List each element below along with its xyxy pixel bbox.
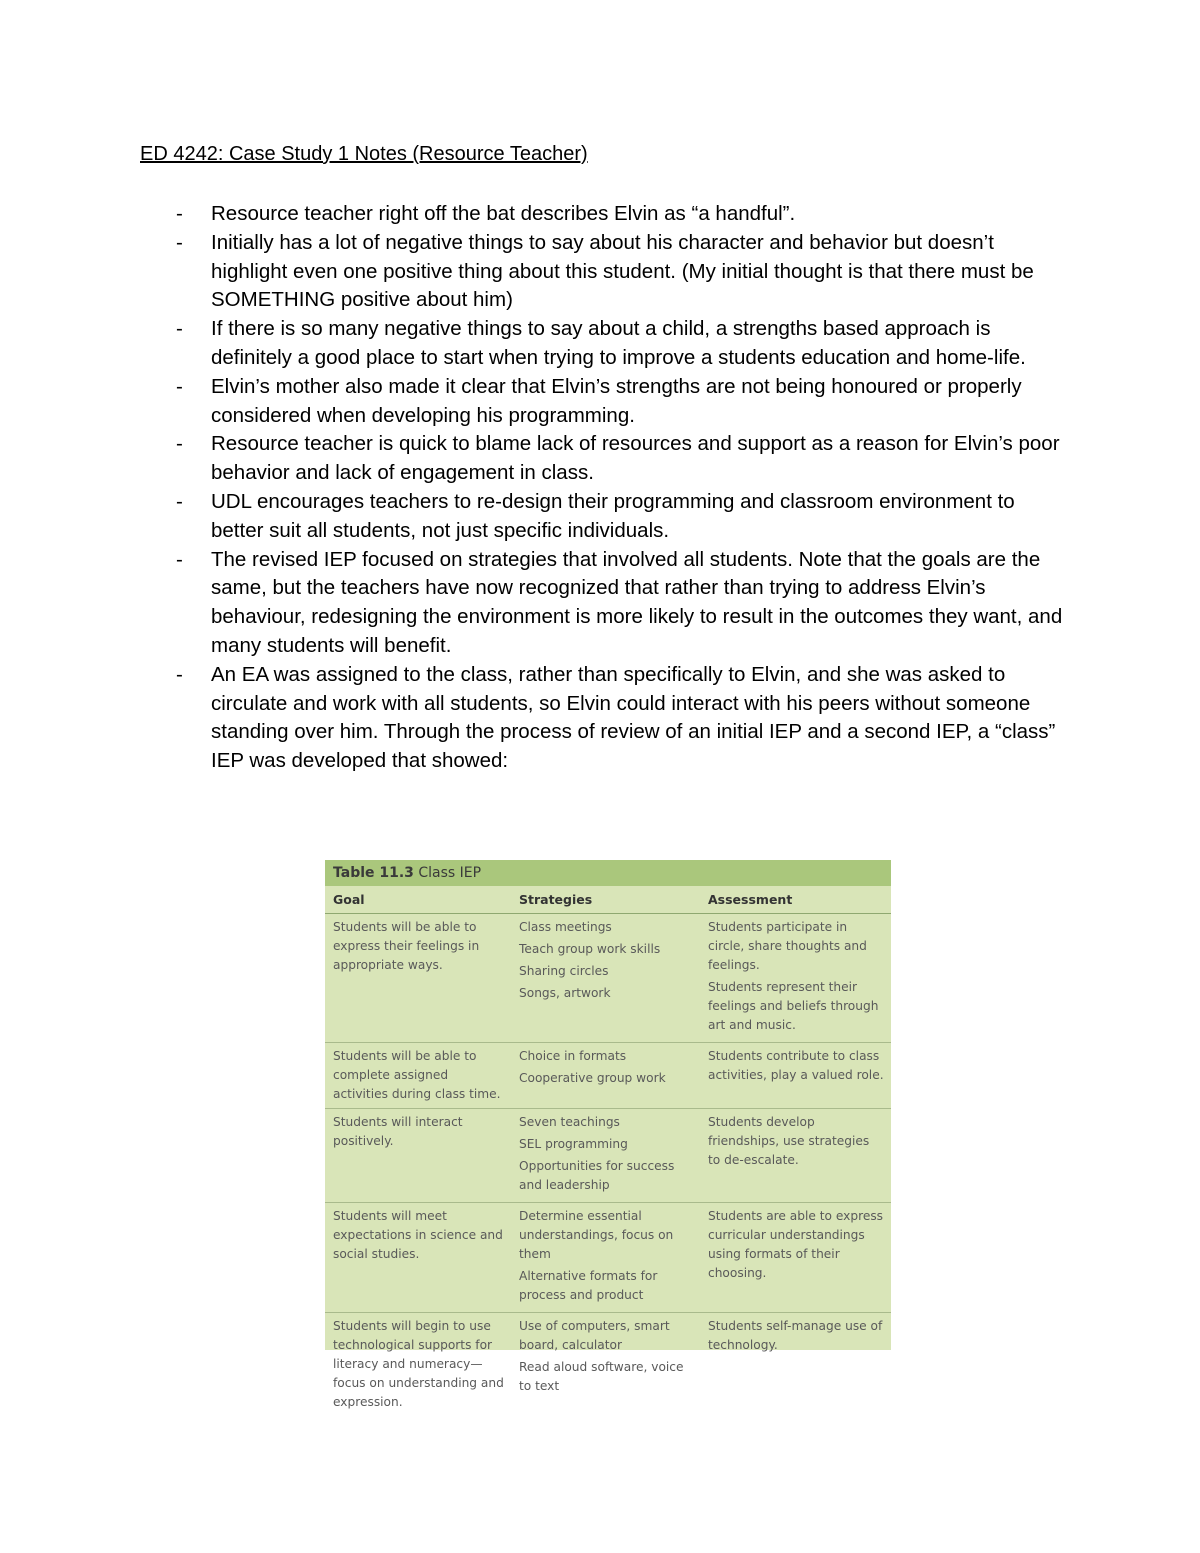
table-title: Class IEP (418, 865, 482, 881)
assessment-item: Students contribute to class activities, play a valued role. (708, 1049, 884, 1082)
note-text: Resource teacher is quick to blame lack of resources and support as a reason for Elvin’s poor behavior and lack of engagement in class. (211, 432, 1060, 485)
strategy-item: Songs, artwork (519, 986, 611, 1000)
assessment-item: Students participate in circle, share thoughts and feelings. (708, 920, 867, 972)
list-item (140, 373, 1070, 431)
strategy-item: Read aloud software, voice to text (519, 1360, 684, 1393)
table-row (325, 1109, 891, 1203)
table-row (325, 1043, 891, 1109)
strategies-cell (511, 1043, 700, 1109)
strategy-item: Alternative formats for process and product (519, 1269, 658, 1302)
goal-cell (325, 914, 511, 1043)
class-iep-table-image (325, 860, 891, 1409)
bullet-dash: - (176, 547, 183, 571)
table-caption (325, 860, 891, 886)
strategy-item: Teach group work skills (519, 942, 661, 956)
strategy-item: Sharing circles (519, 964, 609, 978)
note-text: If there is so many negative things to say about a child, a strengths based approach is definitely a good place to start when trying to improve a students education and home-life. (211, 317, 1026, 369)
note-text: The revised IEP focused on strategies that involved all students. Note that the goals are the same, but the teachers have now recognized that rather than trying to address Elvin’s behaviour, redesigning the environment is more likely to result in the outcomes they want, and many students will benefit. (211, 547, 1063, 657)
assessment-item: Students self-manage use of technology. (708, 1319, 883, 1352)
assessment-cell (700, 914, 891, 1043)
strategy-item: Class meetings (519, 920, 612, 934)
list-item (140, 430, 1070, 488)
bullet-dash: - (176, 662, 183, 686)
list-item (140, 546, 1070, 661)
notes-list (140, 200, 1070, 776)
bullet-dash: - (176, 317, 183, 341)
goal-text: Students will be able to express their feelings in appropriate ways. (333, 920, 480, 972)
list-item (140, 315, 1070, 373)
goal-text: Students will meet expectations in science and social studies. (333, 1209, 503, 1261)
table-header-row (325, 886, 891, 914)
list-item (140, 488, 1070, 546)
assessment-cell (700, 1313, 891, 1417)
strategy-item: Opportunities for success and leadership (519, 1159, 675, 1192)
strategy-item: Choice in formats (519, 1049, 627, 1063)
strategies-cell (511, 1109, 700, 1203)
bullet-dash: - (176, 202, 183, 225)
note-text: Resource teacher right off the bat describes Elvin as “a handful”. (211, 202, 796, 225)
column-header-assessment: Assessment (700, 886, 891, 914)
note-text: Elvin’s mother also made it clear that Elvin’s strengths are not being honoured or properly considered when developing his programming. (211, 374, 1022, 427)
strategies-cell (511, 1313, 700, 1417)
bullet-dash: - (176, 489, 183, 513)
column-header-goal: Goal (325, 886, 511, 914)
list-item (140, 661, 1070, 776)
list-item (140, 200, 1070, 229)
assessment-item: Students are able to express curricular understandings using formats of their choosing. (708, 1209, 884, 1280)
goal-cell (325, 1109, 511, 1203)
bullet-dash: - (176, 432, 183, 456)
goal-text: Students will begin to use technological supports for literacy and numeracy—focus on understanding and expression. (333, 1319, 504, 1409)
goal-cell (325, 1043, 511, 1109)
goal-cell (325, 1203, 511, 1313)
bullet-dash: - (176, 230, 183, 254)
note-text: Initially has a lot of negative things to say about his character and behavior but doesn’t highlight even one positive thing about this student. (My initial thought is that there must be SOMETHING positive about him) (211, 230, 1034, 312)
class-iep-table (325, 886, 891, 1416)
note-text: UDL encourages teachers to re-design their programming and classroom environment to better suit all students, not just specific individuals. (211, 489, 1015, 542)
table-row (325, 1313, 891, 1417)
strategies-cell (511, 1203, 700, 1313)
strategy-item: Seven teachings (519, 1115, 620, 1129)
table-row (325, 914, 891, 1043)
assessment-cell (700, 1043, 891, 1109)
strategies-cell (511, 914, 700, 1043)
goal-text: Students will interact positively. (333, 1115, 463, 1148)
table-row (325, 1203, 891, 1313)
page-title: ED 4242: Case Study 1 Notes (Resource Teacher) (140, 143, 588, 165)
strategy-item: Cooperative group work (519, 1071, 666, 1085)
note-text: An EA was assigned to the class, rather than specifically to Elvin, and she was asked to circulate and work with all students, so Elvin could interact with his peers without someone standing over him. Through the process of review of an initial IEP and a second IEP, a “class” IEP was developed that showed: (211, 662, 1056, 773)
list-item (140, 229, 1070, 315)
goal-text: Students will be able to complete assigned activities during class time. (333, 1049, 501, 1101)
assessment-cell (700, 1203, 891, 1313)
goal-cell (325, 1313, 511, 1417)
strategy-item: SEL programming (519, 1137, 628, 1151)
table-number: Table 11.3 (333, 865, 414, 881)
strategy-item: Use of computers, smart board, calculator (519, 1319, 670, 1352)
strategy-item: Determine essential understandings, focus on them (519, 1209, 674, 1261)
assessment-cell (700, 1109, 891, 1203)
assessment-item: Students represent their feelings and beliefs through art and music. (708, 980, 879, 1032)
column-header-strategies: Strategies (511, 886, 700, 914)
assessment-item: Students develop friendships, use strategies to de-escalate. (708, 1115, 870, 1167)
bullet-dash: - (176, 374, 183, 398)
